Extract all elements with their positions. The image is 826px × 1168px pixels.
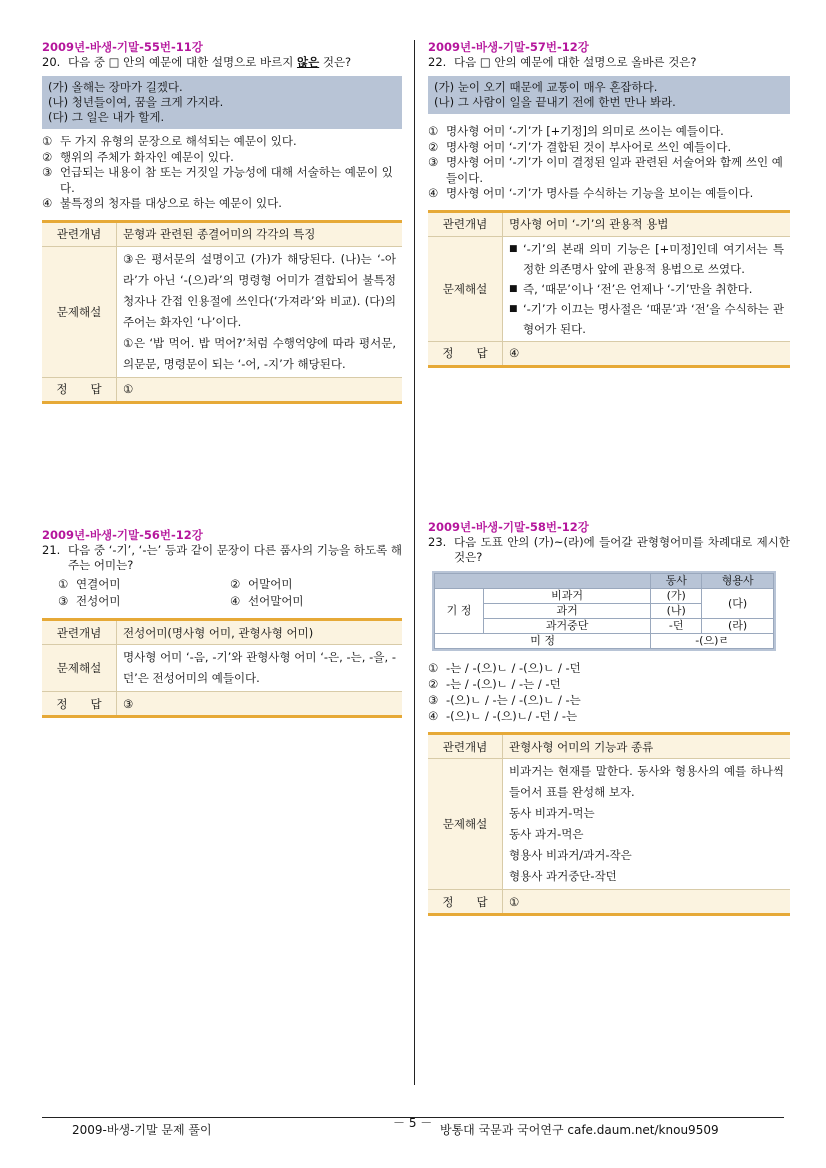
question-text: 22. 다음 □ 안의 예문에 대한 설명으로 올바른 것은? xyxy=(428,55,697,69)
explain-label: 문제해설 xyxy=(42,246,117,377)
concept-label: 관련개념 xyxy=(42,620,117,645)
concept-text: 문형과 관련된 종결어미의 각각의 특징 xyxy=(117,221,403,246)
emphasis-word: 않은 xyxy=(296,55,320,69)
bullet-item: ■ ‘-기’의 본래 의미 기능은 [+미정]인데 여기서는 특정한 의존명사 앞에 관용적 용법으로 쓰였다. xyxy=(509,241,784,276)
question-22 xyxy=(428,40,790,368)
column-divider xyxy=(414,40,415,1085)
cell-adj-merged: (다) xyxy=(702,589,774,619)
footer-source: 방통대 국문과 국어연구 cafe.daum.net/knou9509 xyxy=(440,1123,719,1137)
option-3: ③ 전성어미 xyxy=(58,594,121,608)
option-4: ④ 명사형 어미 ‘-기’가 명사를 수식하는 기능을 보이는 예들이다. xyxy=(428,186,754,200)
explain-text: 명사형 어미 ‘-음, -기’와 관형사형 어미 ‘-은, -는, -을, -던’은 전성어미의 예들이다. xyxy=(117,645,403,692)
question-number: 20. xyxy=(42,55,61,69)
explain-label: 문제해설 xyxy=(428,759,503,890)
option-3: ③ -(으)ㄴ / -는 / -(으)ㄴ / -는 xyxy=(428,693,581,707)
cell-verb: (가) xyxy=(651,589,702,604)
question-text: 20. 다음 중 □ 안의 예문에 대한 설명으로 바르지 않은 것은? xyxy=(42,55,352,69)
option-1: ① 두 가지 유형의 문장으로 해석되는 예문이 있다. xyxy=(42,134,297,148)
answer-table xyxy=(42,618,402,718)
question-21 xyxy=(42,528,402,718)
bullet-item: ■ 즉, ‘때문’이나 ‘전’은 언제나 ‘-기’만을 취한다. xyxy=(509,281,753,296)
question-23 xyxy=(428,520,790,916)
concept-label: 관련개념 xyxy=(428,734,503,759)
question-title: 2009년-바생-기말-57번-12강 xyxy=(428,40,589,54)
option-list xyxy=(42,134,402,212)
bullet-item: ■ ‘-기’가 이끄는 명사절은 ‘때문’과 ‘전’을 수식하는 관형어가 된다. xyxy=(509,301,784,336)
question-text: 21. 다음 중 ‘-기’, ‘-는’ 등과 같이 문장이 다른 품사의 기능을 하도록 해 주는 어미는? xyxy=(42,543,402,572)
answer-value: ① xyxy=(117,377,403,402)
question-number: 21. xyxy=(42,543,61,557)
answer-label: 정 답 xyxy=(42,692,117,717)
cell-verb: (나) xyxy=(651,604,702,619)
question-number: 23. xyxy=(428,535,447,549)
concept-label: 관련개념 xyxy=(42,221,117,246)
header-verb: 동사 xyxy=(651,574,702,589)
option-1: ① -는 / -(으)ㄴ / -(으)ㄴ / -던 xyxy=(428,661,581,675)
option-list xyxy=(428,124,790,202)
answer-table xyxy=(428,210,790,368)
question-title: 2009년-바생-기말-58번-12강 xyxy=(428,520,589,534)
explain-label: 문제해설 xyxy=(42,645,117,692)
option-3: ③ 언급되는 내용이 참 또는 거짓일 가능성에 대해 서술하는 예문이 있다. xyxy=(42,165,393,195)
example-box: (가) 눈이 오기 때문에 교통이 매우 혼잡하다. (나) 그 사람이 일을 끝내기 전에 한번 만나 봐라. xyxy=(428,76,790,114)
answer-value: ④ xyxy=(503,341,791,366)
answer-label: 정 답 xyxy=(428,341,503,366)
answer-label: 정 답 xyxy=(42,377,117,402)
cell-verb: -던 xyxy=(651,619,702,634)
answer-label: 정 답 xyxy=(428,890,503,915)
concept-text: 전성어미(명사형 어미, 관형사형 어미) xyxy=(117,620,403,645)
answer-table xyxy=(428,732,790,916)
option-list xyxy=(428,660,790,724)
ending-table-frame xyxy=(432,571,776,651)
option-3: ③ 명사형 어미 ‘-기’가 이미 결정된 일과 관련된 서술어와 함께 쓰인 예들이다. xyxy=(428,155,783,185)
group-label: 기 정 xyxy=(435,589,484,634)
option-4: ④ 선어말어미 xyxy=(230,594,304,608)
option-2: ② -는 / -(으)ㄴ / -는 / -던 xyxy=(428,677,561,691)
row-label: 과거중단 xyxy=(484,619,651,634)
question-title: 2009년-바생-기말-55번-11강 xyxy=(42,40,203,54)
explain-text: 비과거는 현재를 말한다. 동사와 형용사의 예를 하나씩 들어서 표를 완성해 보자. 동사 비과거-먹는 동사 과거-먹은 형용사 비과거/과거-작은 형용사 과거중단-작던 xyxy=(503,759,791,890)
answer-table xyxy=(42,220,402,404)
header-adj: 형용사 xyxy=(702,574,774,589)
option-list xyxy=(42,576,402,610)
page-number: － 5 － xyxy=(393,1116,433,1130)
explain-label: 문제해설 xyxy=(428,236,503,341)
row-label: 비과거 xyxy=(484,589,651,604)
concept-text: 관형사형 어미의 기능과 종류 xyxy=(503,734,791,759)
concept-label: 관련개념 xyxy=(428,211,503,236)
question-text: 23. 다음 도표 안의 (가)~(라)에 들어갈 관형형어미를 차례대로 제시한 것은? xyxy=(428,535,790,564)
question-number: 22. xyxy=(428,55,447,69)
option-1: ① 명사형 어미 ‘-기’가 [+기정]의 의미로 쓰이는 예들이다. xyxy=(428,124,724,138)
cell-adj: (라) xyxy=(702,619,774,634)
option-4: ④ -(으)ㄴ / -(으)ㄴ/ -던 / -는 xyxy=(428,709,578,723)
answer-value: ③ xyxy=(117,692,403,717)
answer-value: ① xyxy=(503,890,791,915)
explain-text xyxy=(503,236,791,341)
option-4: ④ 불특정의 청자를 대상으로 하는 예문이 있다. xyxy=(42,196,282,210)
option-1: ① 연결어미 xyxy=(58,577,121,591)
concept-text: 명사형 어미 ‘-기’의 관용적 용법 xyxy=(503,211,791,236)
footer-title: 2009-바생-기말 문제 풀이 xyxy=(72,1123,212,1137)
explain-text: ③은 평서문의 설명이고 (가)가 해당된다. (나)는 ‘-아라’가 아닌 ‘-(으)라’의 명령형 어미가 결합되어 불특정 청자나 간접 인용절에 쓰인다(‘가져라’와 비교). (다)의 주어는 화자인 ‘나’이다. ①은 ‘밥 먹어. 밥 먹어?’처럼 수행억양에 따라 평서문, 의문문, 명령문이 되는 ‘-어, -지’가 해당된다. xyxy=(117,246,403,377)
row-label-mijeong: 미 정 xyxy=(435,634,651,649)
example-box: (가) 올해는 장마가 길겠다. (나) 청년들이여, 꿈을 크게 가지라. (다) 그 일은 내가 할게. xyxy=(42,76,402,129)
option-2: ② 어말어미 xyxy=(230,577,293,591)
option-2: ② 명사형 어미 ‘-기’가 결합된 것이 부사어로 쓰인 예들이다. xyxy=(428,139,732,154)
cell-mijeong: -(으)ㄹ xyxy=(651,634,774,649)
row-label: 과거 xyxy=(484,604,651,619)
option-2: ② 행위의 주체가 화자인 예문이 있다. xyxy=(42,149,234,164)
question-20 xyxy=(42,40,402,404)
question-title: 2009년-바생-기말-56번-12강 xyxy=(42,528,203,542)
ending-table xyxy=(434,573,774,649)
